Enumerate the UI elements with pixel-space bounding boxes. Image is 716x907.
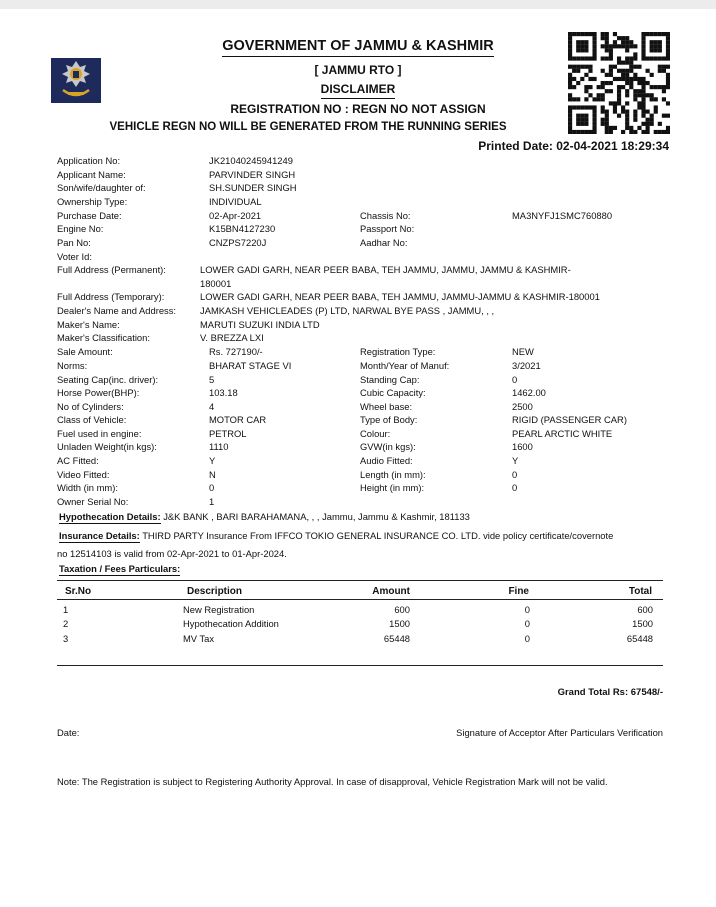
table-row-1-fine: 0 xyxy=(524,604,530,615)
cylinders-label: No of Cylinders: xyxy=(57,401,124,412)
ac-label: AC Fitted: xyxy=(57,455,99,466)
video-label: Video Fitted: xyxy=(57,469,110,480)
norms-label: Norms: xyxy=(57,360,88,371)
ownership-type-value: INDIVIDUAL xyxy=(209,196,262,207)
norms-value: BHARAT STAGE VI xyxy=(209,360,292,371)
fuel-label: Fuel used in engine: xyxy=(57,428,142,439)
seating-label: Seating Cap(inc. driver): xyxy=(57,374,159,385)
manuf-label: Month/Year of Manuf: xyxy=(360,360,450,371)
purchase-date-value: 02-Apr-2021 xyxy=(209,210,262,221)
purchase-date-label: Purchase Date: xyxy=(57,210,122,221)
standing-value: 0 xyxy=(512,374,518,385)
dealer-value: JAMKASH VEHICLEADES (P) LTD, NARWAL BYE PASS , JAMMU, , , xyxy=(200,305,495,316)
fuel-value: PETROL xyxy=(209,428,247,439)
unladen-label: Unladen Weight(in kgs): xyxy=(57,441,157,452)
wheelbase-label: Wheel base: xyxy=(360,401,413,412)
aadhar-no-label: Aadhar No: xyxy=(360,237,408,248)
video-value: N xyxy=(209,469,216,480)
sale-amount-value: Rs. 727190/- xyxy=(209,346,263,357)
body-type-value: RIGID (PASSENGER CAR) xyxy=(512,414,627,425)
voter-id-label: Voter Id: xyxy=(57,251,92,262)
table-header-rule xyxy=(57,599,663,600)
insurance-details xyxy=(59,530,613,541)
colour-label: Colour: xyxy=(360,428,391,439)
length-value: 0 xyxy=(512,469,518,480)
dealer-label: Dealer's Name and Address: xyxy=(57,305,177,316)
taxation-title: Taxation / Fees Particulars: xyxy=(59,563,181,574)
registration-line: REGISTRATION NO : REGN NO NOT ASSIGN xyxy=(230,102,486,116)
table-row-2-total: 1500 xyxy=(632,618,653,629)
hypothecation-label: Hypothecation Details: xyxy=(59,511,161,522)
chassis-no-label: Chassis No: xyxy=(360,210,411,221)
col-header-srno: Sr.No xyxy=(65,586,92,597)
table-row-2-amount: 1500 xyxy=(389,618,410,629)
table-row-3-fine: 0 xyxy=(524,633,530,644)
table-row-2-srno: 2 xyxy=(63,618,69,629)
width-value: 0 xyxy=(209,482,215,493)
insurance-label: Insurance Details: xyxy=(59,530,140,541)
seating-value: 5 xyxy=(209,374,215,385)
unladen-value: 1110 xyxy=(209,441,229,452)
standing-label: Standing Cap: xyxy=(360,374,420,385)
address-permanent-label: Full Address (Permanent): xyxy=(57,264,166,275)
height-value: 0 xyxy=(512,482,518,493)
vehicle-class-label: Class of Vehicle: xyxy=(57,414,127,425)
col-header-total: Total xyxy=(628,586,652,597)
printed-date: Printed Date: 02-04-2021 18:29:34 xyxy=(478,139,669,153)
signature-text: Signature of Acceptor After Particulars Verification xyxy=(456,727,663,738)
chassis-no-value: MA3NYFJ1SMC760880 xyxy=(512,210,613,221)
gvw-label: GVW(in kgs): xyxy=(360,441,416,452)
registration-note: Note: The Registration is subject to Registering Authority Approval. In case of disapproval, Vehicle Registration Mark will not be valid. xyxy=(57,776,608,787)
ownership-type-label: Ownership Type: xyxy=(57,196,128,207)
table-top-rule xyxy=(57,580,663,581)
cylinders-value: 4 xyxy=(209,401,215,412)
table-bottom-rule xyxy=(57,665,663,666)
maker-name-label: Maker's Name: xyxy=(57,319,120,330)
table-row-1-total: 600 xyxy=(637,604,653,615)
table-row-3-srno: 3 xyxy=(63,633,69,644)
height-label: Height (in mm): xyxy=(360,482,425,493)
grand-total: Grand Total Rs: 67548/- xyxy=(557,687,663,698)
passport-no-label: Passport No: xyxy=(360,223,415,234)
owner-serial-label: Owner Serial No: xyxy=(57,496,129,507)
audio-label: Audio Fitted: xyxy=(360,455,413,466)
insurance-line1: THIRD PARTY Insurance From IFFCO TOKIO GENERAL INSURANCE CO. LTD. vide policy certificate/covernote xyxy=(142,530,614,541)
length-label: Length (in mm): xyxy=(360,469,426,480)
maker-class-value: V. BREZZA LXI xyxy=(200,332,264,343)
cc-label: Cubic Capacity: xyxy=(360,387,426,398)
hypothecation-details xyxy=(59,511,470,522)
engine-no-value: K15BN4127230 xyxy=(209,223,276,234)
audio-value: Y xyxy=(512,455,519,466)
table-row-3-description: MV Tax xyxy=(183,633,215,644)
address-permanent-line1: LOWER GADI GARH, NEAR PEER BABA, TEH JAMMU, JAMMU, JAMMU & KASHMIR- xyxy=(200,264,571,275)
col-header-description: Description xyxy=(187,586,243,597)
top-bar xyxy=(0,0,716,9)
series-note: VEHICLE REGN NO WILL BE GENERATED FROM THE RUNNING SERIES xyxy=(109,121,507,133)
wheelbase-value: 2500 xyxy=(512,401,533,412)
pan-no-value: CNZPS7220J xyxy=(209,237,267,248)
gvw-value: 1600 xyxy=(512,441,533,452)
maker-class-label: Maker's Classification: xyxy=(57,332,150,343)
application-no-value: JK21040245941249 xyxy=(209,155,293,166)
date-label: Date: xyxy=(57,727,80,738)
ac-value: Y xyxy=(209,455,216,466)
width-label: Width (in mm): xyxy=(57,482,118,493)
government-title: GOVERNMENT OF JAMMU & KASHMIR xyxy=(0,38,716,57)
body-type-label: Type of Body: xyxy=(360,414,418,425)
cc-value: 1462.00 xyxy=(512,387,546,398)
relation-label: Son/wife/daughter of: xyxy=(57,182,146,193)
address-temporary-value: LOWER GADI GARH, NEAR PEER BABA, TEH JAMMU, JAMMU-JAMMU & KASHMIR-180001 xyxy=(200,291,600,302)
hp-label: Horse Power(BHP): xyxy=(57,387,140,398)
application-no-label: Application No: xyxy=(57,155,121,166)
insurance-line2: no 12514103 is valid from 02-Apr-2021 to 01-Apr-2024. xyxy=(57,548,287,559)
table-row-3-amount: 65448 xyxy=(383,633,410,644)
sale-amount-label: Sale Amount: xyxy=(57,346,113,357)
table-row-2-fine: 0 xyxy=(524,618,530,629)
relation-value: SH.SUNDER SINGH xyxy=(209,182,297,193)
applicant-name-label: Applicant Name: xyxy=(57,169,126,180)
applicant-name-value: PARVINDER SINGH xyxy=(209,169,296,180)
vehicle-class-value: MOTOR CAR xyxy=(209,414,267,425)
colour-value: PEARL ARCTIC WHITE xyxy=(512,428,613,439)
table-row-1-srno: 1 xyxy=(63,604,69,615)
disclaimer-heading: DISCLAIMER xyxy=(0,82,716,99)
engine-no-label: Engine No: xyxy=(57,223,104,234)
owner-serial-value: 1 xyxy=(209,496,215,507)
table-row-2-description: Hypothecation Addition xyxy=(183,618,279,629)
table-row-3-total: 65448 xyxy=(626,633,653,644)
hp-value: 103.18 xyxy=(209,387,238,398)
office-name: [ JAMMU RTO ] xyxy=(314,63,402,77)
maker-name-value: MARUTI SUZUKI INDIA LTD xyxy=(200,319,320,330)
table-row-1-description: New Registration xyxy=(183,604,255,615)
address-permanent-line2: 180001 xyxy=(200,278,232,289)
address-temporary-label: Full Address (Temporary): xyxy=(57,291,165,302)
pan-no-label: Pan No: xyxy=(57,237,91,248)
registration-type-value: NEW xyxy=(512,346,534,357)
table-row-1-amount: 600 xyxy=(394,604,410,615)
hypothecation-value: J&K BANK , BARI BARAHAMANA, , , Jammu, Jammu & Kashmir, 181133 xyxy=(163,511,470,522)
manuf-value: 3/2021 xyxy=(512,360,541,371)
registration-type-label: Registration Type: xyxy=(360,346,436,357)
col-header-fine: Fine xyxy=(508,586,529,597)
col-header-amount: Amount xyxy=(372,586,410,597)
